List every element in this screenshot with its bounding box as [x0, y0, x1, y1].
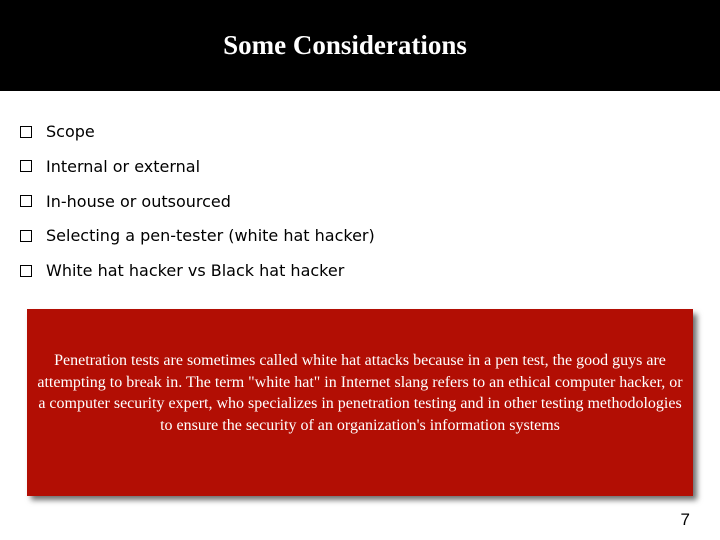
checkbox-bullet-icon: [20, 195, 32, 207]
bullet-list: [20, 119, 375, 293]
bullet-item: [20, 119, 375, 144]
bullet-text: Internal or external: [46, 156, 201, 176]
checkbox-bullet-icon: [20, 265, 32, 277]
bullet-item: [20, 223, 375, 248]
checkbox-bullet-icon: [20, 160, 32, 172]
callout-text: Penetration tests are sometimes called white hat attacks because in a pen test, the good guys are attempting to break in. The term "white hat" in Internet slang refers to an ethical computer hacker, or a computer security expert, who specializes in penetration testing and in other testing methodologies to ensure the security of an organization's information systems: [37, 352, 683, 434]
bullet-item: [20, 154, 375, 179]
title-bar: [0, 0, 720, 91]
checkbox-bullet-icon: [20, 126, 32, 138]
bullet-text: In-house or outsourced: [46, 191, 231, 211]
slide-title: Some Considerations: [223, 30, 467, 60]
page-number: 7: [680, 510, 690, 529]
definition-callout: [27, 309, 693, 496]
bullet-text: Scope: [46, 122, 95, 141]
checkbox-bullet-icon: [20, 230, 32, 242]
bullet-text: White hat hacker vs Black hat hacker: [46, 261, 345, 281]
bullet-item: [20, 189, 375, 214]
bullet-item: [20, 258, 375, 283]
bullet-text: Selecting a pen-tester (white hat hacker): [46, 226, 375, 246]
